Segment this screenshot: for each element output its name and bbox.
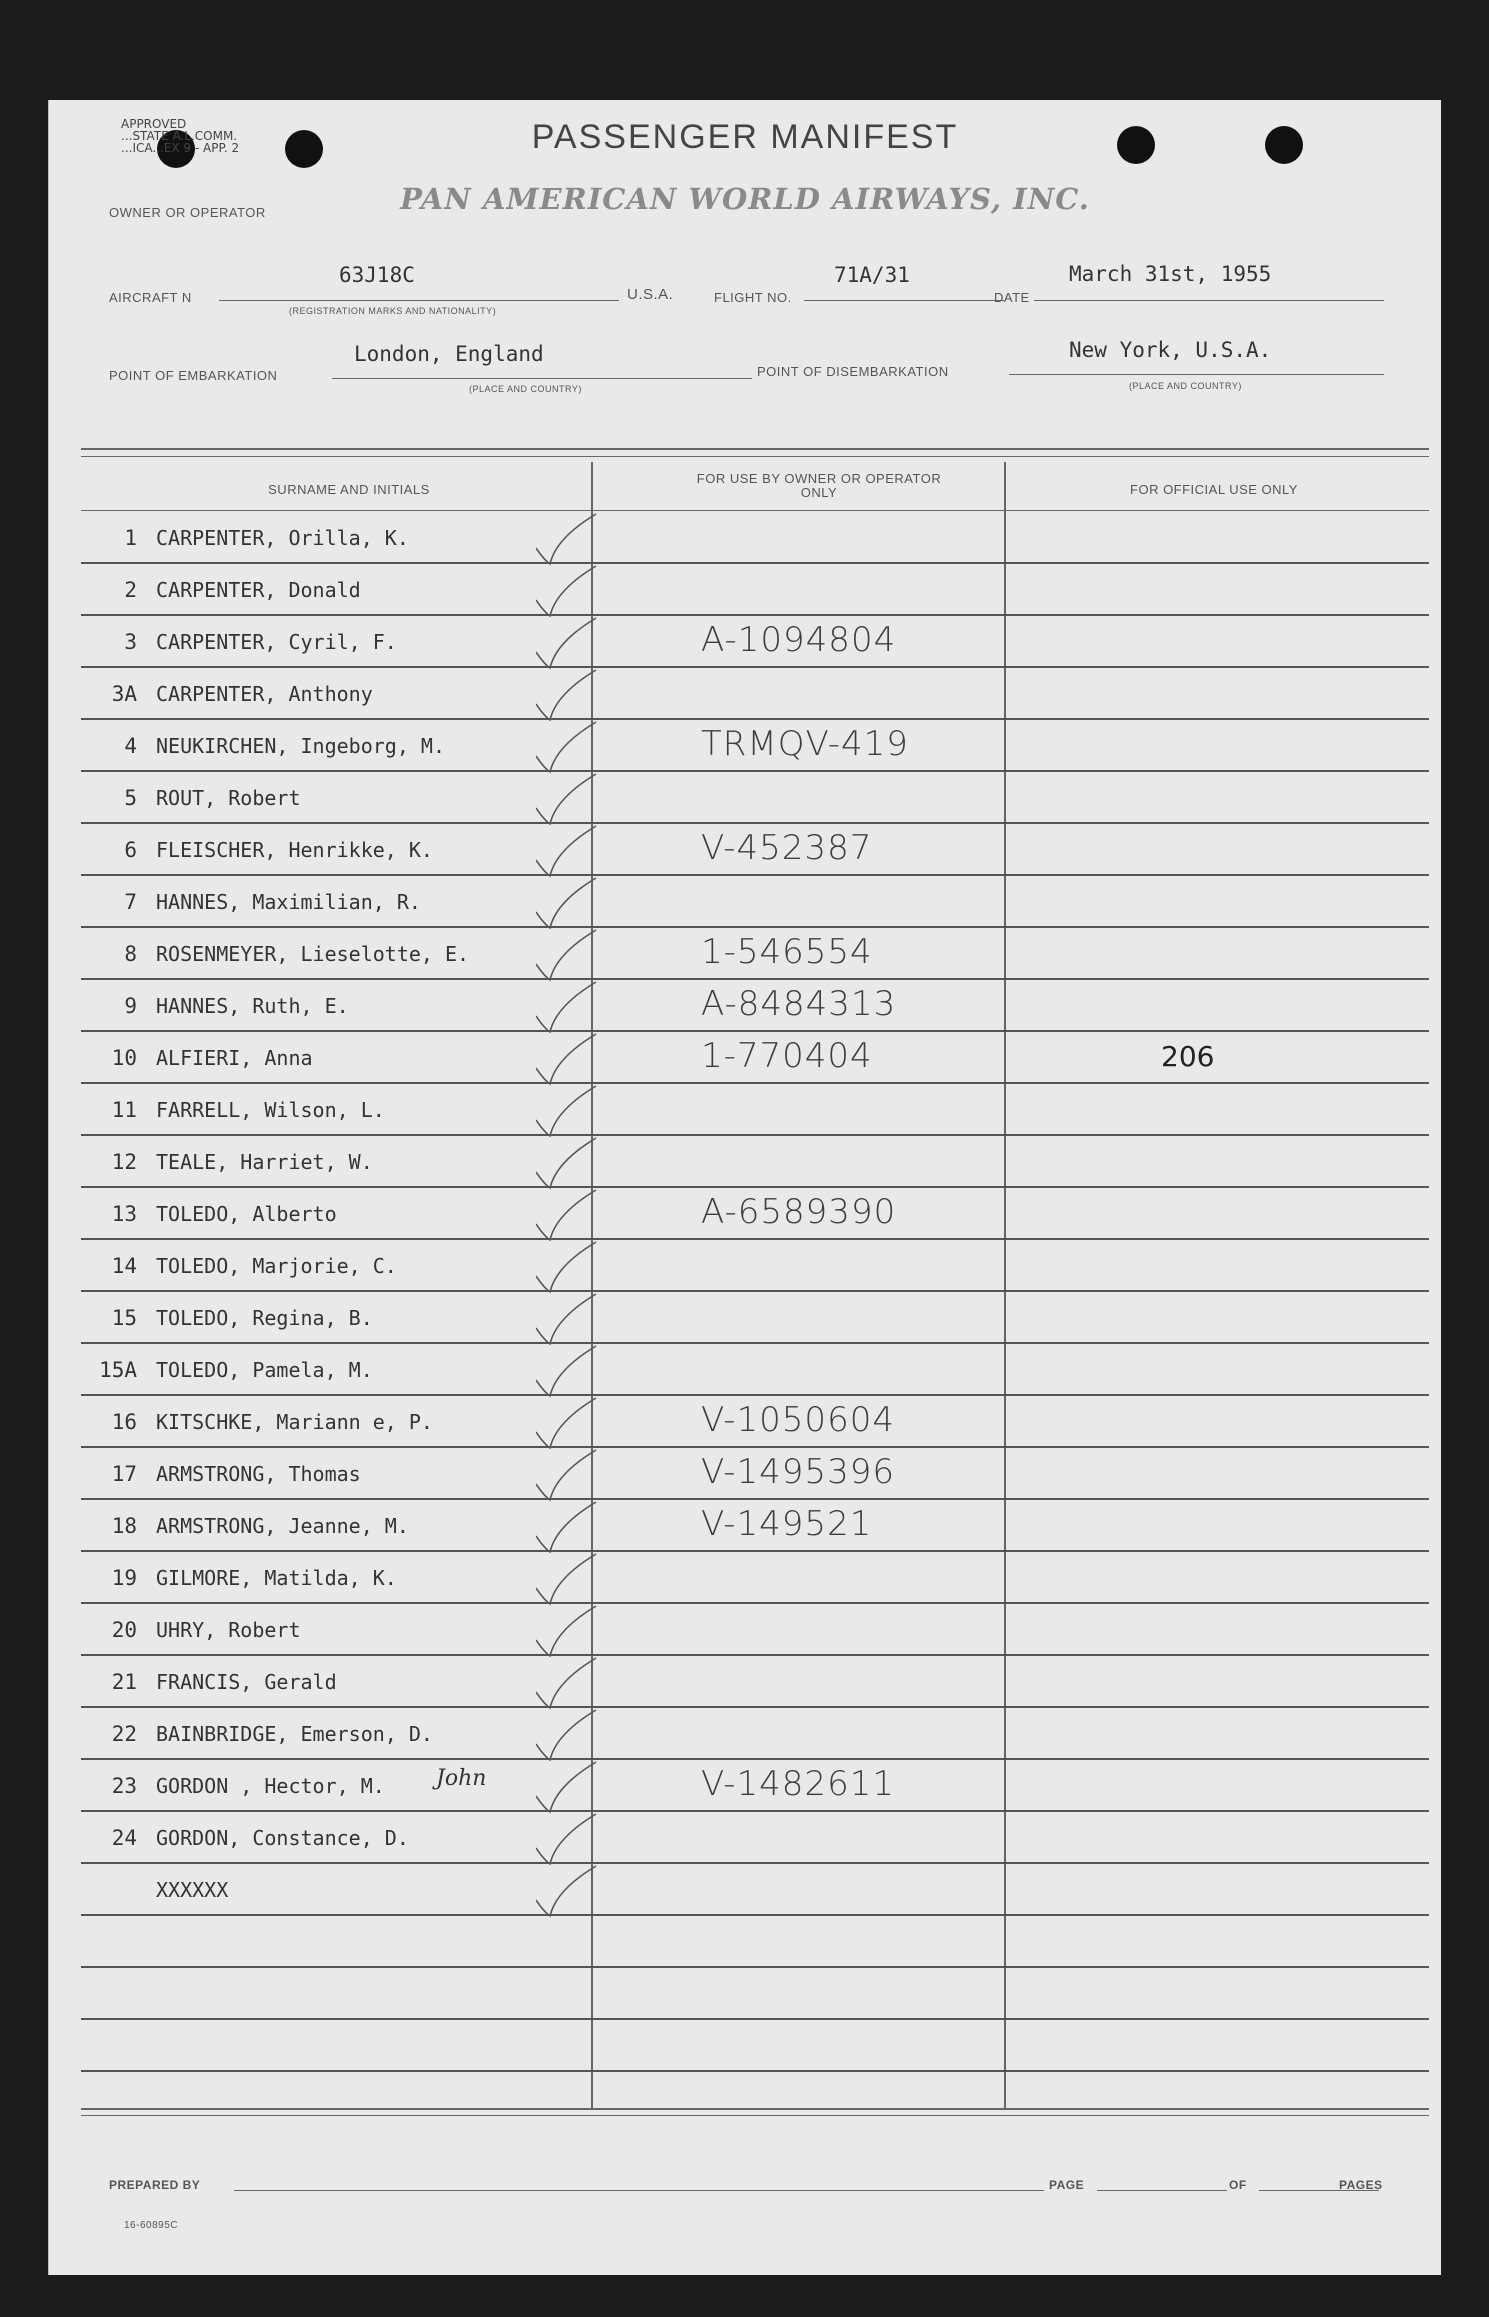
passenger-number: 15 bbox=[111, 1306, 137, 1330]
column-header-owner: FOR USE BY OWNER OR OPERATOR ONLY bbox=[696, 471, 942, 500]
owner-note: V-452387 bbox=[701, 828, 873, 868]
table-row bbox=[81, 1916, 1429, 1968]
column-header-official: FOR OFFICIAL USE ONLY bbox=[1130, 482, 1298, 497]
passenger-name: ARMSTRONG, Jeanne, M. bbox=[156, 1514, 409, 1538]
passenger-number: 17 bbox=[111, 1462, 137, 1486]
table-row bbox=[81, 616, 1429, 668]
check-mark-icon bbox=[536, 1808, 626, 1868]
table-row bbox=[81, 512, 1429, 564]
check-mark-icon bbox=[536, 1340, 626, 1400]
passenger-number: 18 bbox=[111, 1514, 137, 1538]
handwritten-signature: John bbox=[436, 1766, 487, 1791]
passenger-number: 4 bbox=[124, 734, 137, 758]
check-mark-icon bbox=[536, 560, 626, 620]
table-row bbox=[81, 1968, 1429, 2020]
table-row bbox=[81, 928, 1429, 980]
owner-note: V-1482611 bbox=[701, 1764, 895, 1804]
check-mark-icon bbox=[536, 1652, 626, 1712]
flight-label: FLIGHT NO. bbox=[714, 290, 792, 305]
passenger-name: CARPENTER, Anthony bbox=[156, 682, 373, 706]
passenger-number: 3A bbox=[111, 682, 137, 706]
passenger-number: 7 bbox=[124, 890, 137, 914]
passenger-number: 10 bbox=[111, 1046, 137, 1070]
check-mark-icon bbox=[536, 1496, 626, 1556]
owner-label: OWNER OR OPERATOR bbox=[109, 205, 266, 220]
table-row bbox=[81, 1656, 1429, 1708]
table-row bbox=[81, 1864, 1429, 1916]
passenger-name: CARPENTER, Donald bbox=[156, 578, 361, 602]
official-note: 206 bbox=[1161, 1040, 1215, 1073]
owner-note: V-1050604 bbox=[701, 1400, 895, 1440]
check-mark-icon bbox=[536, 1860, 626, 1920]
table-row bbox=[81, 876, 1429, 928]
check-mark-icon bbox=[536, 1080, 626, 1140]
passenger-number: 8 bbox=[124, 942, 137, 966]
passenger-name: NEUKIRCHEN, Ingeborg, M. bbox=[156, 734, 445, 758]
passenger-name: TEALE, Harriet, W. bbox=[156, 1150, 373, 1174]
passenger-number: 23 bbox=[111, 1774, 137, 1798]
passenger-name: ROSENMEYER, Lieselotte, E. bbox=[156, 942, 470, 966]
registration-note: (REGISTRATION MARKS AND NATIONALITY) bbox=[289, 306, 497, 316]
table-row bbox=[81, 1240, 1429, 1292]
passenger-number: 21 bbox=[111, 1670, 137, 1694]
passenger-number: 11 bbox=[111, 1098, 137, 1122]
passenger-number: 5 bbox=[124, 786, 137, 810]
owner-note: TRMQV-419 bbox=[701, 724, 909, 764]
passenger-name: TOLEDO, Alberto bbox=[156, 1202, 337, 1226]
passenger-name: ALFIERI, Anna bbox=[156, 1046, 313, 1070]
passenger-number: 6 bbox=[124, 838, 137, 862]
check-mark-icon bbox=[536, 508, 626, 568]
passenger-number: 14 bbox=[111, 1254, 137, 1278]
flight-value: 71A/31 bbox=[834, 263, 910, 287]
table-row bbox=[81, 980, 1429, 1032]
company-name: PAN AMERICAN WORLD AIRWAYS, INC. bbox=[400, 182, 1090, 216]
passenger-name: GORDON , Hector, M. bbox=[156, 1774, 385, 1798]
approval-line: ...ICA...EX 9 - APP. 2 bbox=[121, 141, 240, 155]
table-row bbox=[81, 1136, 1429, 1188]
prepared-by-label: PREPARED BY bbox=[109, 2178, 201, 2192]
check-mark-icon bbox=[536, 924, 626, 984]
check-mark-icon bbox=[536, 716, 626, 776]
table-row bbox=[81, 1448, 1429, 1500]
passenger-number: 15A bbox=[99, 1358, 137, 1382]
passenger-name: ROUT, Robert bbox=[156, 786, 301, 810]
check-mark-icon bbox=[536, 1548, 626, 1608]
disembark-label: POINT OF DISEMBARKATION bbox=[757, 364, 949, 379]
table-row bbox=[81, 824, 1429, 876]
check-mark-icon bbox=[536, 1288, 626, 1348]
owner-note: 1-770404 bbox=[701, 1036, 873, 1076]
table-row bbox=[81, 772, 1429, 824]
approval-line: APPROVED bbox=[121, 117, 187, 131]
page-label: PAGE bbox=[1049, 2178, 1085, 2192]
check-mark-icon bbox=[536, 612, 626, 672]
table-row bbox=[81, 1396, 1429, 1448]
table-row bbox=[81, 1708, 1429, 1760]
table-row bbox=[81, 1084, 1429, 1136]
passenger-name: CARPENTER, Orilla, K. bbox=[156, 526, 409, 550]
passenger-number: 2 bbox=[124, 578, 137, 602]
passenger-name: UHRY, Robert bbox=[156, 1618, 301, 1642]
passenger-number: 3 bbox=[124, 630, 137, 654]
passenger-name: GORDON, Constance, D. bbox=[156, 1826, 409, 1850]
passenger-name: BAINBRIDGE, Emerson, D. bbox=[156, 1722, 433, 1746]
check-mark-icon bbox=[536, 1184, 626, 1244]
table-row bbox=[81, 1552, 1429, 1604]
row-rule bbox=[81, 2070, 1429, 2072]
passenger-number: 24 bbox=[111, 1826, 137, 1850]
owner-note: A-6589390 bbox=[701, 1192, 897, 1232]
passenger-name: TOLEDO, Pamela, M. bbox=[156, 1358, 373, 1382]
passenger-name: FLEISCHER, Henrikke, K. bbox=[156, 838, 433, 862]
page-title: PASSENGER MANIFEST bbox=[531, 118, 959, 156]
approval-line: ...STATE A.L.COMM. bbox=[121, 129, 238, 143]
of-label: OF bbox=[1229, 2178, 1247, 2192]
date-value: March 31st, 1955 bbox=[1069, 262, 1272, 286]
embark-label: POINT OF EMBARKATION bbox=[109, 368, 278, 383]
passenger-name: FARRELL, Wilson, L. bbox=[156, 1098, 385, 1122]
passenger-number: 9 bbox=[124, 994, 137, 1018]
passenger-number: 1 bbox=[124, 526, 137, 550]
table-row bbox=[81, 1604, 1429, 1656]
aircraft-label: AIRCRAFT N bbox=[109, 290, 192, 305]
check-mark-icon bbox=[536, 1028, 626, 1088]
table-row bbox=[81, 1344, 1429, 1396]
owner-note: A-8484313 bbox=[701, 984, 897, 1024]
check-mark-icon bbox=[536, 1756, 626, 1816]
check-mark-icon bbox=[536, 768, 626, 828]
passenger-number: 19 bbox=[111, 1566, 137, 1590]
passenger-name: XXXXXX bbox=[156, 1878, 229, 1902]
embark-value: London, England bbox=[354, 342, 544, 366]
table-row bbox=[81, 1812, 1429, 1864]
table-row bbox=[81, 1188, 1429, 1240]
table-row bbox=[81, 1760, 1429, 1812]
check-mark-icon bbox=[536, 1132, 626, 1192]
table-row bbox=[81, 2020, 1429, 2072]
passenger-name: TOLEDO, Regina, B. bbox=[156, 1306, 373, 1330]
passenger-number: 22 bbox=[111, 1722, 137, 1746]
passenger-name: KITSCHKE, Mariann e, P. bbox=[156, 1410, 433, 1434]
passenger-name: TOLEDO, Marjorie, C. bbox=[156, 1254, 397, 1278]
pages-label: PAGES bbox=[1339, 2178, 1383, 2192]
owner-note: V-149521 bbox=[701, 1504, 873, 1544]
check-mark-icon bbox=[536, 1704, 626, 1764]
table-row bbox=[81, 564, 1429, 616]
passenger-number: 13 bbox=[111, 1202, 137, 1226]
check-mark-icon bbox=[536, 1236, 626, 1296]
table-row bbox=[81, 668, 1429, 720]
disembark-value: New York, U.S.A. bbox=[1069, 338, 1272, 362]
passenger-name: HANNES, Maximilian, R. bbox=[156, 890, 421, 914]
owner-note: A-1094804 bbox=[701, 620, 897, 660]
manifest-sheet bbox=[48, 100, 1441, 2275]
check-mark-icon bbox=[536, 976, 626, 1036]
check-mark-icon bbox=[536, 1392, 626, 1452]
passenger-name: HANNES, Ruth, E. bbox=[156, 994, 349, 1018]
passenger-number: 20 bbox=[111, 1618, 137, 1642]
passenger-name: CARPENTER, Cyril, F. bbox=[156, 630, 397, 654]
check-mark-icon bbox=[536, 664, 626, 724]
owner-note: V-1495396 bbox=[701, 1452, 895, 1492]
passenger-name: FRANCIS, Gerald bbox=[156, 1670, 337, 1694]
disembark-note: (PLACE AND COUNTRY) bbox=[1129, 381, 1242, 391]
passenger-name: ARMSTRONG, Thomas bbox=[156, 1462, 361, 1486]
embark-note: (PLACE AND COUNTRY) bbox=[469, 384, 582, 394]
check-mark-icon bbox=[536, 872, 626, 932]
table-row bbox=[81, 720, 1429, 772]
table-row bbox=[81, 1292, 1429, 1344]
date-label: DATE bbox=[994, 290, 1030, 305]
table-row bbox=[81, 1032, 1429, 1084]
check-mark-icon bbox=[536, 1444, 626, 1504]
passenger-name: GILMORE, Matilda, K. bbox=[156, 1566, 397, 1590]
aircraft-value: 63J18C bbox=[339, 263, 415, 287]
form-number: 16-60895C bbox=[124, 2220, 178, 2231]
column-header-names: SURNAME AND INITIALS bbox=[268, 482, 430, 497]
check-mark-icon bbox=[536, 1600, 626, 1660]
passenger-number: 12 bbox=[111, 1150, 137, 1174]
owner-note: 1-546554 bbox=[701, 932, 873, 972]
table-row bbox=[81, 1500, 1429, 1552]
usa-label: U.S.A. bbox=[627, 286, 674, 303]
check-mark-icon bbox=[536, 820, 626, 880]
passenger-number: 16 bbox=[111, 1410, 137, 1434]
